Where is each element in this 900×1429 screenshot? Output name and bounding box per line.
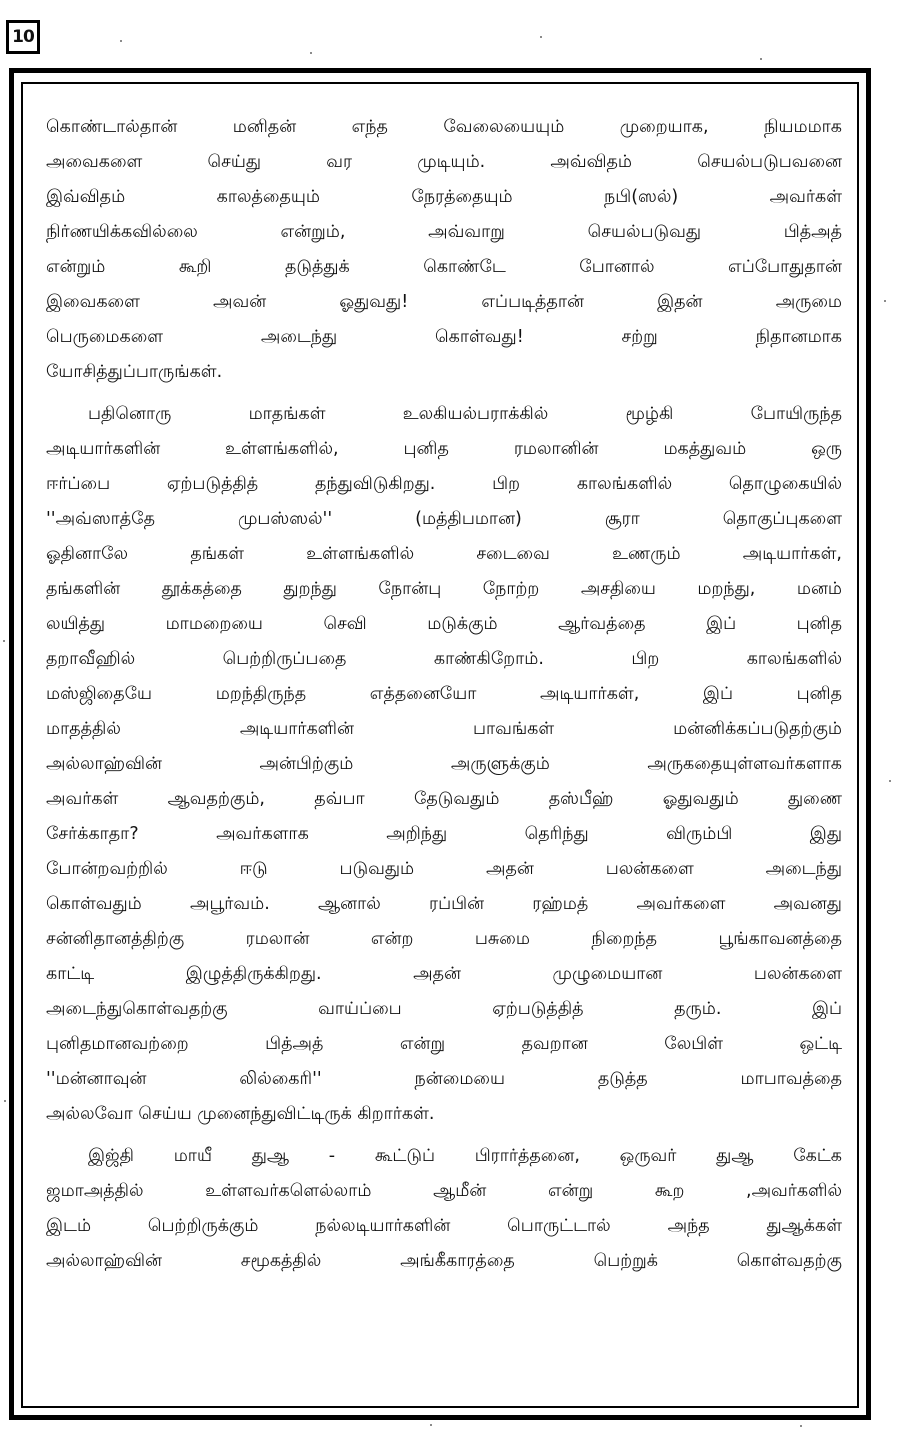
text-line: தறாவீஹில் பெற்றிருப்பதை காண்கிறோம். பிற காலங்களில் (46, 649, 842, 669)
text-line: பதினொரு மாதங்கள் உலகியல்பராக்கில் மூழ்கி போயிருந்த (88, 404, 842, 424)
text-line: என்றும் கூறி தடுத்துக் கொண்டே போனால் எப்போதுதான் (46, 257, 842, 277)
text-line: ஜமாஅத்தில் உள்ளவர்களெல்லாம் ஆமீன் என்று கூற ,அவர்களில் (46, 1181, 842, 1201)
text-line: மாதத்தில் அடியார்களின் பாவங்கள் மன்னிக்கப்படுதற்கும் (46, 719, 842, 739)
page-number: 10 (6, 20, 40, 54)
scan-speck (120, 40, 122, 42)
text-line: அடைந்துகொள்வதற்கு வாய்ப்பை ஏற்படுத்தித் தரும். இப் (46, 999, 842, 1019)
text-line: காட்டி இழுத்திருக்கிறது. அதன் முழுமையான பலன்களை (46, 964, 842, 984)
text-line: அல்லாஹ்வின் சமூகத்தில் அங்கீகாரத்தை பெற்றுக் கொள்வதற்கு (46, 1251, 842, 1271)
text-line: கொள்வதும் அபூர்வம். ஆனால் ரப்பின் ரஹ்மத் அவர்களை அவனது (46, 894, 842, 914)
paragraph-2 (46, 397, 842, 1132)
text-line: நிர்ணயிக்கவில்லை என்றும், அவ்வாறு செயல்படுவது பித்அத் (46, 222, 842, 242)
text-line: அடியார்களின் உள்ளங்களில், புனித ரமலானின் மகத்துவம் ஒரு (46, 439, 842, 459)
scan-speck (310, 52, 312, 54)
scan-speck (760, 58, 762, 60)
text-line: இடம் பெற்றிருக்கும் நல்லடியார்களின் பொருட்டால் அந்த துஆக்கள் (46, 1216, 842, 1236)
text-line: அல்லாஹ்வின் அன்பிற்கும் அருளுக்கும் அருகதையுள்ளவர்களாக (46, 754, 842, 774)
text-line: போன்றவற்றில் ஈடு படுவதும் அதன் பலன்களை அடைந்து (46, 859, 842, 879)
text-line: அல்லவோ செய்ய முனைந்துவிட்டிருக் கிறார்கள். (46, 1104, 435, 1124)
text-line: சன்னிதானத்திற்கு ரமலான் என்ற பசுமை நிறைந்த பூங்காவனத்தை (46, 929, 842, 949)
text-line: சேர்க்காதா? அவர்களாக அறிந்து தெரிந்து விரும்பி இது (46, 824, 842, 844)
text-line: ''அவ்ஸாத்தே முபஸ்ஸல்'' (மத்திபமான) சூரா தொகுப்புகளை (46, 509, 842, 529)
text-line: இஜ்தி மாயீ துஆ - கூட்டுப் பிரார்த்தனை, ஒருவர் துஆ கேட்க (88, 1146, 842, 1166)
paragraph-1 (46, 110, 842, 390)
text-line: பெருமைகளை அடைந்து கொள்வது! சற்று நிதானமாக (46, 327, 842, 347)
scan-speck (3, 640, 5, 642)
scan-speck (4, 1100, 6, 1102)
text-line: ஈர்ப்பை ஏற்படுத்தித் தந்துவிடுகிறது. பிற காலங்களில் தொழுகையில் (46, 474, 842, 494)
text-line: இவ்விதம் காலத்தையும் நேரத்தையும் நபி(ஸல்) அவர்கள் (46, 187, 842, 207)
text-line: புனிதமானவற்றை பித்அத் என்று தவறான லேபிள் ஒட்டி (46, 1034, 842, 1054)
scan-speck (540, 36, 542, 38)
text-line: ''மன்னாவுன் லில்கைரி'' நன்மையை தடுத்த மாபாவத்தை (46, 1069, 842, 1089)
scan-speck (430, 1424, 432, 1426)
paragraph-gap (46, 1132, 842, 1139)
scan-speck (800, 1425, 802, 1427)
text-line: ஓதினாலே தங்கள் உள்ளங்களில் சடைவை உணரும் அடியார்கள், (46, 544, 842, 564)
text-line: கொண்டால்தான் மனிதன் எந்த வேலையையும் முறையாக, நியமமாக (46, 117, 842, 137)
text-line: மஸ்ஜிதையே மறந்திருந்த எத்தனையோ அடியார்கள், இப் புனித (46, 684, 842, 704)
text-line: அவர்கள் ஆவதற்கும், தவ்பா தேடுவதும் தஸ்பீஹ் ஓதுவதும் துணை (46, 789, 842, 809)
text-line: தங்களின் தூக்கத்தை துறந்து நோன்பு நோற்ற அசதியை மறந்து, மனம் (46, 579, 842, 599)
body-text (46, 110, 842, 1279)
paragraph-gap (46, 390, 842, 397)
scan-speck (884, 300, 886, 302)
text-line: யோசித்துப்பாருங்கள். (46, 362, 223, 382)
text-line: அவைகளை செய்து வர முடியும். அவ்விதம் செயல்படுபவனை (46, 152, 842, 172)
scan-speck (889, 780, 891, 782)
text-line: லயித்து மாமறையை செவி மடுக்கும் ஆர்வத்தை இப் புனித (46, 614, 842, 634)
text-line: இவைகளை அவன் ஓதுவது! எப்படித்தான் இதன் அருமை (46, 292, 842, 312)
paragraph-3 (46, 1139, 842, 1279)
